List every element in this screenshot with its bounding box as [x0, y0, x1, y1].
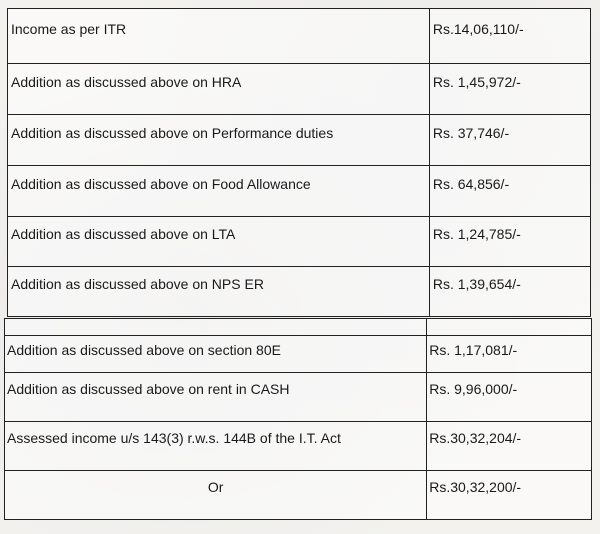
row-amount: Rs. 1,39,654/-: [429, 267, 590, 317]
row-label: Addition as discussed above on NPS ER: [8, 267, 430, 317]
row-label: Addition as discussed above on rent in CASH: [5, 373, 427, 422]
row-label: Addition as discussed above on Performance duties: [8, 115, 430, 166]
row-amount-empty: [427, 319, 592, 336]
row-amount: Rs. 37,746/-: [429, 115, 590, 166]
row-amount: Rs. 1,24,785/-: [429, 217, 590, 267]
row-label: Addition as discussed above on Food Allowance: [8, 166, 430, 217]
row-label: Or: [5, 471, 427, 520]
row-amount: Rs.14,06,110/-: [429, 9, 590, 64]
row-amount: Rs. 9,96,000/-: [427, 373, 592, 422]
table-row: [8, 115, 591, 166]
row-amount: Rs.30,32,200/-: [427, 471, 592, 520]
table-row: [8, 267, 591, 317]
row-label: Addition as discussed above on section 80E: [5, 336, 427, 373]
table-row: [8, 64, 591, 115]
row-label: Addition as discussed above on HRA: [8, 64, 430, 115]
row-amount: Rs. 64,856/-: [429, 166, 590, 217]
table-row: [5, 422, 592, 471]
table-row: [8, 166, 591, 217]
income-computation-table-top: [7, 8, 591, 317]
table-row: [5, 471, 592, 520]
table-row-spacer: [5, 319, 592, 336]
row-label: Income as per ITR: [8, 9, 430, 64]
row-label-empty: [5, 319, 427, 336]
table-row: [8, 217, 591, 267]
row-amount: Rs. 1,17,081/-: [427, 336, 592, 373]
row-amount: Rs. 1,45,972/-: [429, 64, 590, 115]
row-amount: Rs.30,32,204/-: [427, 422, 592, 471]
table-row: [5, 373, 592, 422]
table-row: [5, 336, 592, 373]
row-label: Addition as discussed above on LTA: [8, 217, 430, 267]
table-row: [8, 9, 591, 64]
income-computation-table-bottom: [4, 318, 592, 520]
row-label: Assessed income u/s 143(3) r.w.s. 144B of the I.T. Act: [5, 422, 427, 471]
